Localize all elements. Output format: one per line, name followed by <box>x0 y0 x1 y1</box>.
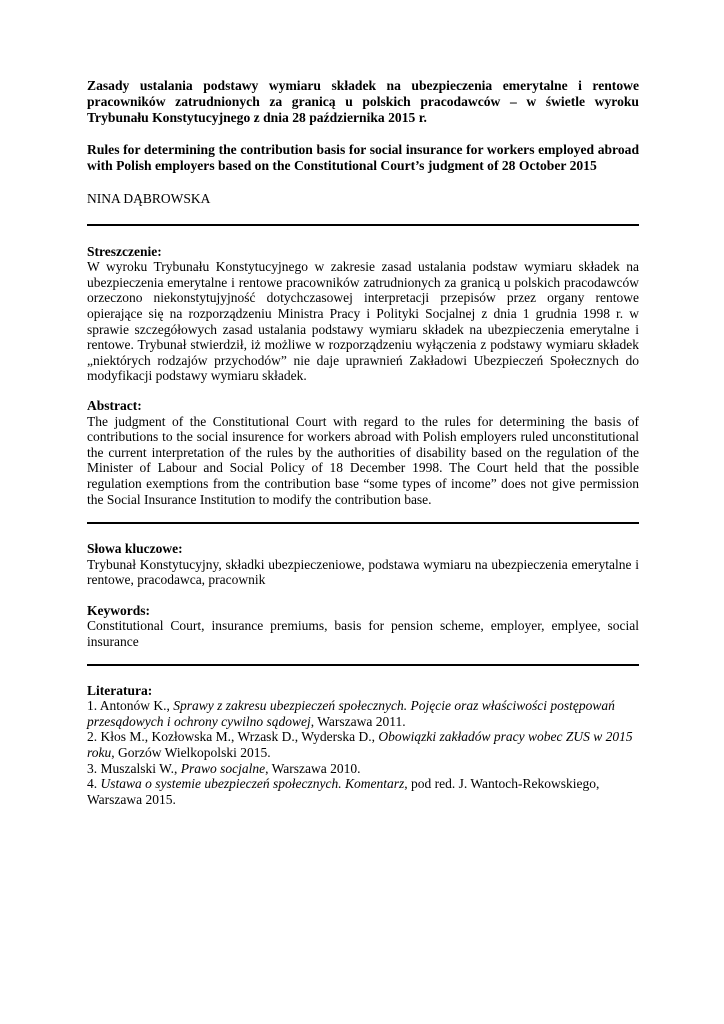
title-polish: Zasady ustalania podstawy wymiaru składek na ubezpieczenia emerytalne i rentowe pracowników zatrudnionych za granicą u polskich pracodawców – w świetle wyroku Trybunału Konstytucyjnego z dnia 28 października 2015 r. <box>87 78 639 125</box>
reference-item <box>87 698 639 729</box>
keywords-text: Constitutional Court, insurance premiums, basis for pension scheme, employer, emplyee, social insurance <box>87 618 639 650</box>
reference-publication: , Gorzów Wielkopolski 2015. <box>111 745 271 761</box>
reference-number: 3. <box>87 760 101 776</box>
author-name: NINA DĄBROWSKA <box>87 191 211 206</box>
reference-publication: , Warszawa 2010. <box>265 760 361 776</box>
reference-number: 2. <box>87 729 101 745</box>
reference-item <box>87 761 639 777</box>
reference-item <box>87 729 639 760</box>
reference-title: Ustawa o systemie ubezpieczeń społecznych. Komentarz <box>100 776 405 792</box>
literatura-heading: Literatura: <box>87 682 153 698</box>
reference-item <box>87 776 639 807</box>
slowa-kluczowe-text: Trybunał Konstytucyjny, składki ubezpieczeniowe, podstawa wymiaru na ubezpieczenia emerytalne i rentowe, pracodawca, pracownik <box>87 556 639 588</box>
slowa-kluczowe-heading: Słowa kluczowe: <box>87 541 183 557</box>
reference-author: Kłos M., Kozłowska M., Wrzask D., Wyderska D., <box>100 729 379 745</box>
spacer <box>87 126 639 142</box>
reference-number: 1. <box>87 698 100 714</box>
reference-author: Muszalski W., <box>100 760 181 776</box>
reference-publication: , Warszawa 2011. <box>310 713 406 729</box>
reference-title: Sprawy z zakresu ubezpieczeń społecznych. Pojęcie oraz właściwości postępowań przesądowych i ochrony cywilno sądowej <box>87 698 615 729</box>
abstract-heading: Abstract: <box>87 397 142 413</box>
reference-title: Obowiązki zakładów pracy wobec ZUS w 2015 roku <box>87 729 633 761</box>
reference-author: Antonów K., <box>99 698 174 714</box>
reference-publication: , pod red. J. Wantoch-Rekowskiego, Warszawa 2015. <box>87 776 600 807</box>
reference-title: Prawo socjalne <box>180 760 266 776</box>
streszczenie-text: W wyroku Trybunału Konstytucyjnego w zakresie zasad ustalania podstaw wymiaru składek na ubezpieczenia emerytalne i rentowe pracowników zatrudnionych za granicą u polskich pracodawców orzeczono niekonstytujyjność dotychczasowej interpretacji przepisów przez organy rentowe opierające się na rozporządzeniu Ministra Pracy i Polityki Socjalnej z dnia 1 grudnia 1998 r. w sprawie szczegółowych zasad ustalania podstawy wymiaru składek na ubezpieczenia emerytalne i rentowe. Trybunał stwierdził, iż możliwe w rozporządzeniu wyłączenia z podstawy wymiaru składek „niektórych rodzajów przychodów” nie daje uprawnień Zakładowi Ubezpieczeń Społecznych do modyfikacji podstawy wymiaru składek. <box>87 259 639 384</box>
reference-number: 4. <box>87 776 101 792</box>
document-page <box>87 78 639 807</box>
streszczenie-heading: Streszczenie: <box>87 243 162 259</box>
keywords-heading: Keywords: <box>87 602 150 618</box>
abstract-text: The judgment of the Constitutional Court with regard to the rules for determining the basis of contributions to the social insurence for workers abroad with Polish employers ruled unconstitutional the current interpretation of the rules by the authorities of disability based on the regulation of the Minister of Labour and Social Policy of 18 December 1998. The Court held that the possible regulation exemptions from the contribution base “some types of income” does not give permission the Social Insurance Institution to modify the contribution base. <box>87 413 639 507</box>
title-english: Rules for determining the contribution basis for social insurance for workers employed abroad with Polish employers based on the Constitutional Court’s judgment of 28 October 2015 <box>87 142 639 173</box>
